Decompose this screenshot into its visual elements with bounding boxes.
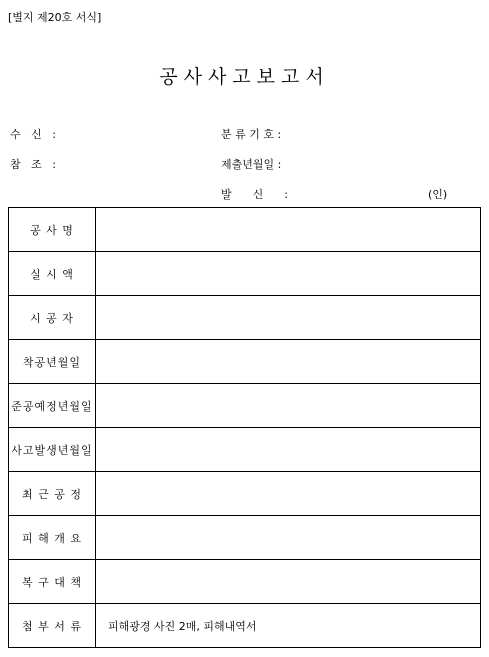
row-label: 착공년월일 <box>9 340 96 384</box>
row-label: 사고발생년월일 <box>9 428 96 472</box>
table-row <box>9 208 481 252</box>
row-value[interactable] <box>96 296 481 340</box>
row-label: 실 시 액 <box>9 252 96 296</box>
row-value[interactable] <box>96 516 481 560</box>
reference-field: 참 조 : <box>10 158 56 171</box>
table-row <box>9 428 481 472</box>
report-table <box>8 207 481 648</box>
row-value[interactable] <box>96 208 481 252</box>
row-label: 복 구 대 책 <box>9 560 96 604</box>
row-label: 시 공 자 <box>9 296 96 340</box>
classification-code-field: 분 류 기 호 : <box>221 128 282 141</box>
row-value[interactable] <box>96 428 481 472</box>
submission-date-field: 제출년월일 : <box>221 158 282 171</box>
recipient-field: 수 신 : <box>10 128 56 141</box>
table-row <box>9 252 481 296</box>
row-value[interactable] <box>96 384 481 428</box>
row-value[interactable] <box>96 472 481 516</box>
row-value[interactable] <box>96 252 481 296</box>
row-label: 최 근 공 정 <box>9 472 96 516</box>
table-row <box>9 516 481 560</box>
table-row <box>9 296 481 340</box>
row-value[interactable] <box>96 560 481 604</box>
sender-field: 발 신 : <box>221 188 288 201</box>
form-number-label: [별지 제20호 서식] <box>8 11 102 24</box>
table-row <box>9 604 481 648</box>
row-value[interactable]: 피해광경 사진 2매, 피해내역서 <box>96 604 481 648</box>
seal-mark: (인) <box>428 188 448 201</box>
table-row <box>9 560 481 604</box>
row-label: 공 사 명 <box>9 208 96 252</box>
table-row <box>9 340 481 384</box>
row-label: 첨 부 서 류 <box>9 604 96 648</box>
row-value[interactable] <box>96 340 481 384</box>
table-row <box>9 384 481 428</box>
row-label: 피 해 개 요 <box>9 516 96 560</box>
row-label: 준공예정년월일 <box>9 384 96 428</box>
document-title: 공사사고보고서 <box>159 66 330 88</box>
table-row <box>9 472 481 516</box>
